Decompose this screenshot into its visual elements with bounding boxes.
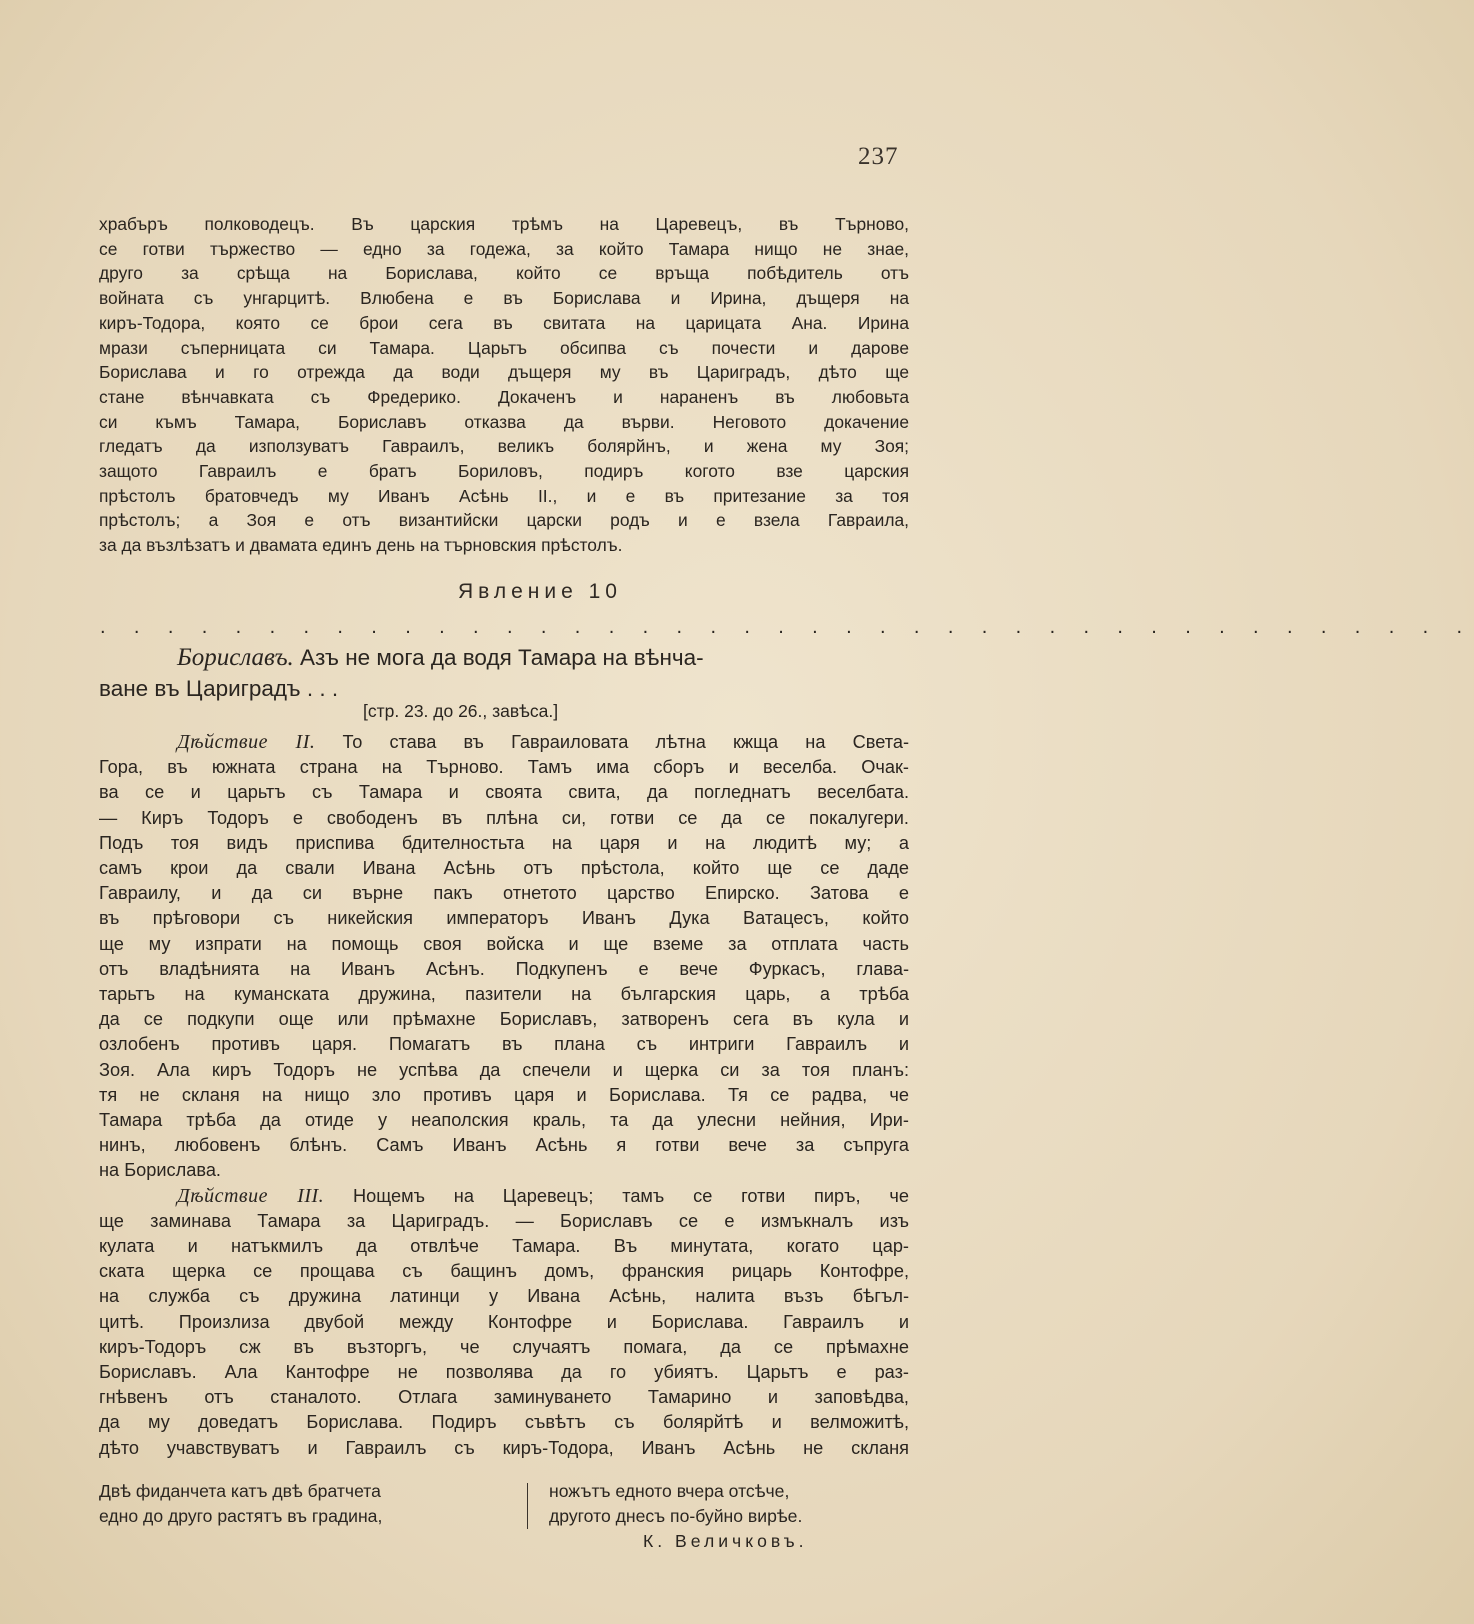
- text-line: си къмъ Тамара, Бориславъ отказва да върви. Неговото докачение: [99, 411, 909, 432]
- poem-line: едно до друго растятъ въ градина,: [99, 1506, 383, 1526]
- scene-heading: Явление 10: [458, 580, 622, 603]
- text-line: ще му изпрати на помощь своя войска и ще вземе за отплата часть: [99, 933, 909, 954]
- text-line: Зоя. Ала киръ Тодоръ не успѣва да спечели и щерка си за тоя планъ:: [99, 1059, 909, 1080]
- poem-left-column: [99, 1479, 509, 1529]
- text-line: друго за срѣща на Борислава, който се връща побѣдитель отъ: [99, 263, 909, 284]
- poem-line: Двѣ фиданчета катъ двѣ братчета: [99, 1481, 381, 1501]
- text-line: отъ владѣнията на Иванъ Асѣнъ. Подкупенъ е вече Фуркасъ, глава-: [99, 958, 909, 979]
- speaker-name: Бориславъ.: [177, 644, 294, 671]
- text-line: ската щерка се прощава съ бащинъ домъ, франския рицарь Контофре,: [99, 1261, 909, 1282]
- text-line: киръ-Тодора, която се брои сега въ свитата на царицата Ана. Ирина: [99, 312, 909, 333]
- text-line: кулата и натъкмилъ да отвлѣче Тамара. Въ минутата, когато цар-: [99, 1236, 909, 1257]
- acts-summary: [99, 730, 909, 1461]
- text-line: да му доведатъ Борислава. Подиръ съвѣтъ съ болярйтѣ и велможитѣ,: [99, 1412, 909, 1433]
- text-line: прѣстолъ братовчедъ му Иванъ Асѣнь II., и е въ притезание за тоя: [99, 485, 909, 506]
- page-reference: [стр. 23. до 26., завѣса.]: [363, 701, 559, 721]
- text-line: Тамара трѣба да отиде у неаполския краль, та да улесни нейния, Ири-: [99, 1110, 909, 1131]
- act-2-label: Дѣйствие II.: [177, 731, 316, 753]
- text-line: се готви тържество — едно за годежа, за който Тамара нищо не знае,: [99, 238, 909, 259]
- text-line: Бориславъ. Ала Кантофре не позволява да го убиятъ. Царьтъ е раз-: [99, 1362, 909, 1383]
- text-line: мрази съперницата си Тамара. Царьтъ обсипва съ почести и дарове: [99, 337, 909, 358]
- text-line: гнѣвенъ отъ станалото. Отлага заминуването Тамарино и заповѣдва,: [99, 1387, 909, 1408]
- text-line: тарьтъ на куманската дружина, пазители на българския царь, а трѣба: [99, 984, 909, 1005]
- text-line: на служба съ дружина латинци у Ивана Асѣнь, налита възъ бѣгъл-: [99, 1286, 909, 1307]
- poem-line: другото днесъ по-буйно вирѣе.: [549, 1506, 803, 1526]
- text-line: гледатъ да използуватъ Гавраилъ, великъ болярйнъ, и жена му Зоя;: [99, 436, 909, 457]
- text-line: цитѣ. Произлиза двубой между Контофре и Борислава. Гавраилъ и: [99, 1311, 909, 1332]
- text-line: храбъръ полководецъ. Въ царския трѣмъ на Царевецъ, въ Търново,: [99, 214, 909, 234]
- text-line: нинъ, любовенъ блѣнъ. Самъ Иванъ Асѣнь я готви вече за съпруга: [99, 1135, 909, 1156]
- text-line: самъ крои да свали Ивана Асѣнь отъ прѣстола, който ще се даде: [99, 858, 909, 879]
- text-line: — Киръ Тодоръ е свободенъ въ плѣна си, готви се да се покалугери.: [99, 807, 909, 828]
- text-line: ще заминава Тамара за Цариградъ. — Бориславъ се е измъкналъ изъ: [99, 1210, 909, 1231]
- text-line: Борислава и го отрежда да води дъщеря му въ Цариградъ, дѣто ще: [99, 362, 909, 383]
- text-line: въ прѣговори съ никейския императоръ Иванъ Дука Ватацесъ, който: [99, 908, 909, 929]
- text-line: То става въ Гавраиловата лѣтна кжща на Света-: [315, 732, 910, 752]
- text-line: войната съ унгарцитѣ. Влюбена е въ Борислава и Ирина, дъщеря на: [99, 288, 909, 309]
- text-line: Гора, въ южната страна на Търново. Тамъ има сборъ и веселба. Очак-: [99, 757, 909, 778]
- act-2-first-line: [99, 730, 909, 755]
- text-line: прѣстолъ; а Зоя е отъ византийски царски родъ и е взела Гавраила,: [99, 510, 909, 531]
- text-line: дѣто учавствуватъ и Гавраилъ съ киръ-Тодора, Иванъ Асѣнь не скланя: [99, 1437, 909, 1458]
- quote-line-2: ване въ Цариградъ . . .: [99, 676, 339, 701]
- text-line: да се подкупи още или прѣмахне Бориславъ, затворенъ сега въ кула и: [99, 1009, 909, 1030]
- text-line: Нощемъ на Царевецъ; тамъ се готви пиръ, че: [324, 1185, 909, 1206]
- text-line: за да възлѣзатъ и двамата единъ день на търновския прѣстолъ.: [99, 535, 623, 556]
- text-line: озлобенъ противъ царя. Помагатъ въ плана съ интриги Гавраилъ и: [99, 1034, 909, 1055]
- text-line: стане вѣнчавката съ Фредерико. Докаченъ и нараненъ въ любовьта: [99, 386, 909, 407]
- poem-line: ножътъ едното вчера отсѣче,: [549, 1481, 790, 1501]
- synopsis-paragraph: [99, 212, 909, 558]
- quote-line-1: [99, 642, 909, 673]
- poem-right-column: [549, 1479, 909, 1529]
- text-line: Гавраилу, и да си върне пакъ отнетото царство Епирско. Затова е: [99, 883, 909, 904]
- quoted-line: [99, 642, 909, 704]
- page-number: 237: [858, 143, 899, 170]
- poem-divider: [527, 1483, 528, 1529]
- act-3-first-line: [99, 1184, 909, 1209]
- text-line: защото Гавраилъ е братъ Бориловъ, подиръ когото взе царския: [99, 461, 909, 482]
- text-line: Подъ тоя видъ приспива бдителностьта на царя и на людитѣ му; а: [99, 832, 909, 853]
- quote-text: Азъ не мога да водя Тамара на вѣнча-: [293, 645, 704, 670]
- text-line: тя не скланя на нищо зло противъ царя и Борислава. Тя се радва, че: [99, 1084, 909, 1105]
- text-line: киръ-Тодоръ сж въ възторгъ, че случаятъ помага, да се прѣмахне: [99, 1336, 909, 1357]
- text-line: ва се и царьтъ съ Тамара и своята свита, да погледнатъ веселбата.: [99, 782, 909, 803]
- act-3-label: Дѣйствие III.: [177, 1184, 325, 1207]
- dotted-separator: . . . . . . . . . . . . . . . . . . . . . . . . . . . . . . . . . . . . . . . . .: [100, 616, 1474, 638]
- poem-author: К. Величковъ.: [643, 1531, 808, 1551]
- text-line: на Борислава.: [99, 1160, 221, 1181]
